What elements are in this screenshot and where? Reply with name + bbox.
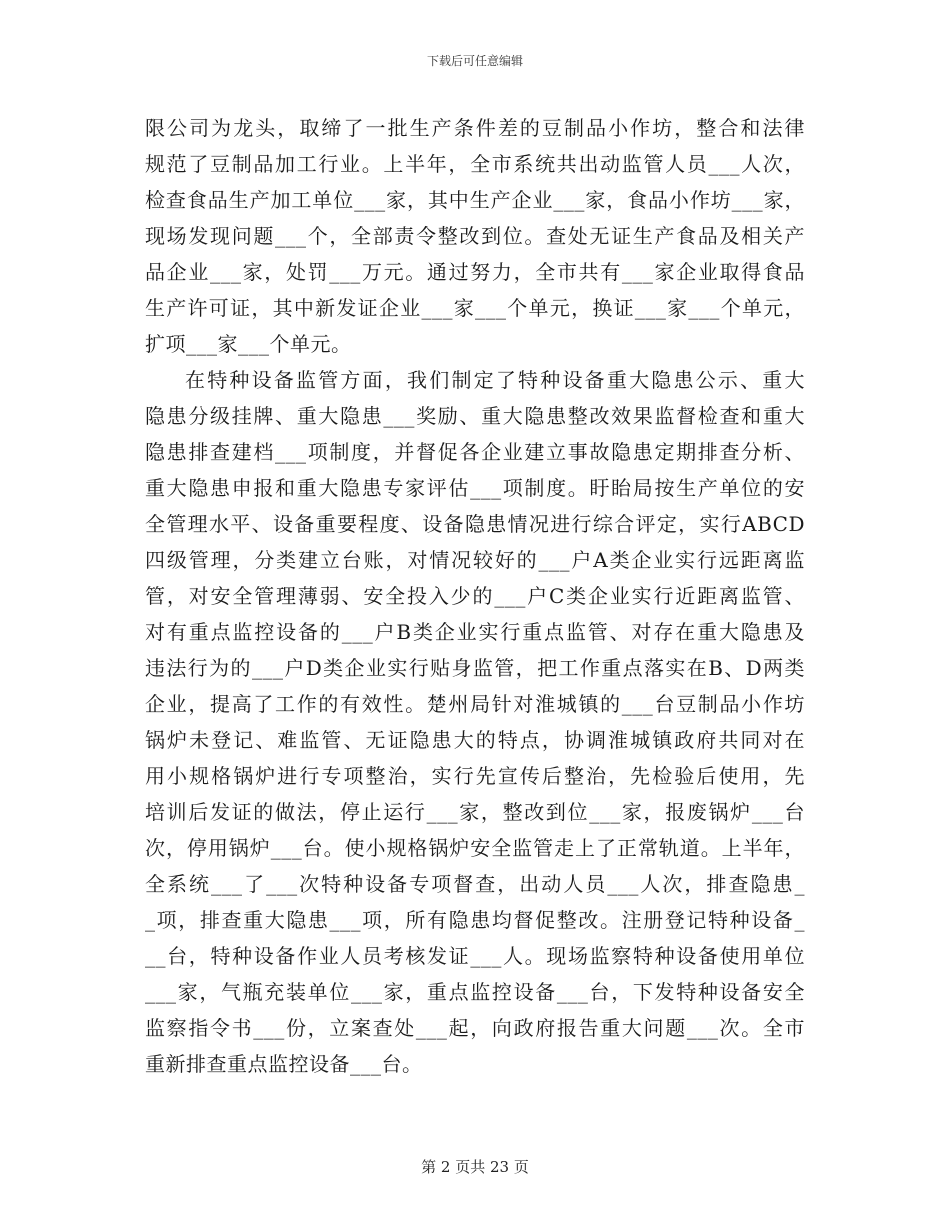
text-line: 品企业___家，处罚___万元。通过努力，全市共有___家企业取得食品	[145, 260, 805, 284]
text-line: 隐患分级挂牌、重大隐患___奖励、重大隐患整改效果监督检查和重大	[145, 404, 805, 428]
page-header: 下载后可任意编辑	[426, 54, 523, 68]
text-line: 管，对安全管理薄弱、安全投入少的___户C类企业实行近距离监管、	[145, 584, 805, 608]
text-line: 重大隐患申报和重大隐患专家评估___项制度。盱眙局按生产单位的安	[145, 476, 805, 500]
text-line: 规范了豆制品加工行业。上半年，全市系统共出动监管人员___人次，	[145, 152, 805, 176]
text-line: 重新排查重点监控设备___台。	[145, 1052, 423, 1076]
text-line: 生产许可证，其中新发证企业___家___个单元，换证___家___个单元，	[145, 296, 805, 320]
text-line: 次，停用锅炉___台。使小规格锅炉安全监管走上了正常轨道。上半年，	[145, 836, 805, 860]
text-line: 锅炉未登记、难监管、无证隐患大的特点，协调淮城镇政府共同对在	[145, 728, 805, 752]
text-line: _项，排查重大隐患___项，所有隐患均督促整改。注册登记特种设备_	[145, 908, 805, 932]
text-line: ___家，气瓶充装单位___家，重点监控设备___台，下发特种设备安全	[145, 980, 805, 1004]
text-line: 扩项___家___个单元。	[145, 332, 352, 356]
page-number: 第 2 页共 23 页	[421, 1158, 529, 1176]
paragraph-special-equipment	[145, 362, 805, 1082]
text-line: 企业，提高了工作的有效性。楚州局针对淮城镇的___台豆制品小作坊	[145, 692, 805, 716]
text-line: 现场发现问题___个，全部责令整改到位。查处无证生产食品及相关产	[145, 224, 805, 248]
text-line: 违法行为的___户D类企业实行贴身监管，把工作重点落实在B、D两类	[145, 656, 805, 680]
text-line: 培训后发证的做法，停止运行___家，整改到位___家，报废锅炉___台	[145, 800, 805, 824]
text-line: 隐患排查建档___项制度，并督促各企业建立事故隐患定期排查分析、	[145, 440, 805, 464]
document-body	[145, 110, 805, 1082]
text-line: 检查食品生产加工单位___家，其中生产企业___家，食品小作坊___家，	[145, 188, 805, 212]
text-line: 在特种设备监管方面，我们制定了特种设备重大隐患公示、重大	[185, 368, 805, 392]
text-line: 全系统___了___次特种设备专项督查，出动人员___人次，排查隐患_	[145, 872, 805, 896]
text-line: 限公司为龙头，取缔了一批生产条件差的豆制品小作坊，整合和法律	[145, 116, 805, 140]
text-line: 监察指令书___份，立案查处___起，向政府报告重大问题___次。全市	[145, 1016, 805, 1040]
text-line: __台，特种设备作业人员考核发证___人。现场监察特种设备使用单位	[145, 944, 805, 968]
text-line: 全管理水平、设备重要程度、设备隐患情况进行综合评定，实行ABCD	[145, 512, 805, 536]
text-line: 四级管理，分类建立台账，对情况较好的___户A类企业实行远距离监	[145, 548, 805, 572]
paragraph-food-production	[145, 110, 805, 362]
text-line: 对有重点监控设备的___户B类企业实行重点监管、对存在重大隐患及	[145, 620, 805, 644]
text-line: 用小规格锅炉进行专项整治，实行先宣传后整治，先检验后使用，先	[145, 764, 805, 788]
